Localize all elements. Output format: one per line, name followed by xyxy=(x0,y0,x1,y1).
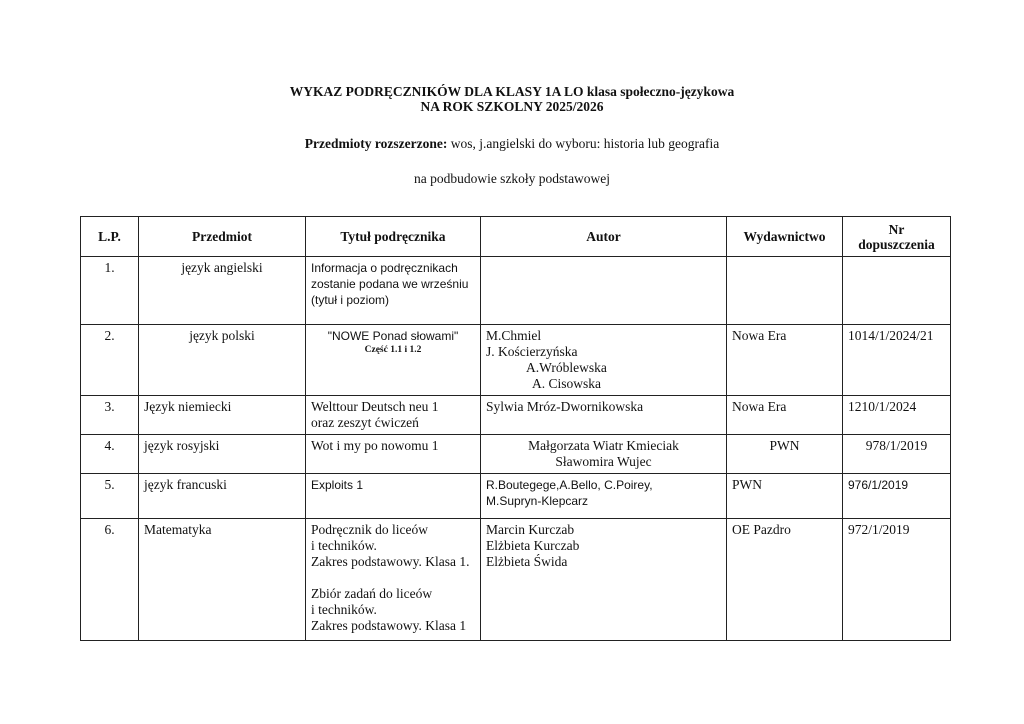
cell-subject: język francuski xyxy=(139,474,306,519)
cell-lp: 3. xyxy=(81,396,139,435)
cell-title xyxy=(306,519,481,641)
author-line: Elżbieta Kurczab xyxy=(486,538,580,553)
author-line: Sylwia Mróz-Dwornikowska xyxy=(486,399,644,414)
cell-title xyxy=(306,257,481,325)
table-row xyxy=(81,474,951,519)
table-row xyxy=(81,257,951,325)
cell-approval xyxy=(843,257,951,325)
cell-title xyxy=(306,325,481,396)
cell-lp: 4. xyxy=(81,435,139,474)
title-line: oraz zeszyt ćwiczeń xyxy=(311,415,419,430)
title-line: i techników. xyxy=(311,602,377,617)
title-line: Wot i my po nowomu 1 xyxy=(311,438,439,453)
table-row xyxy=(81,519,951,641)
basis-note: na podbudowie szkoły podstawowej xyxy=(413,171,611,186)
extended-subjects xyxy=(0,136,1024,152)
column-header-approval: Nr dopuszczenia xyxy=(843,217,951,257)
school-year: NA ROK SZKOLNY 2025/2026 xyxy=(420,99,604,114)
cell-lp: 2. xyxy=(81,325,139,396)
extended-subjects-label: Przedmioty rozszerzone: xyxy=(304,136,448,151)
author-line: Małgorzata Wiatr Kmieciak xyxy=(528,438,679,453)
cell-author xyxy=(481,474,727,519)
author-line: Marcin Kurczab xyxy=(486,522,575,537)
cell-title xyxy=(306,396,481,435)
title-line: Exploits 1 xyxy=(311,478,364,492)
author-line: M.Chmiel xyxy=(486,328,542,343)
column-header-author: Autor xyxy=(481,217,727,257)
table-row xyxy=(81,396,951,435)
cell-approval: 1014/1/2024/21 xyxy=(843,325,951,396)
cell-subject: język angielski xyxy=(139,257,306,325)
extended-subjects-value: wos, j.angielski do wyboru: historia lub geografia xyxy=(447,136,720,151)
title-line: (tytuł i poziom) xyxy=(311,293,390,307)
cell-lp: 1. xyxy=(81,257,139,325)
title-line: Zbiór zadań do liceów xyxy=(311,586,433,601)
title-line: Zakres podstawowy. Klasa 1 xyxy=(311,618,467,633)
cell-publisher: PWN xyxy=(727,435,843,474)
author-line: R.Boutegege,A.Bello, C.Poirey, xyxy=(486,478,653,492)
title-line: Zakres podstawowy. Klasa 1. xyxy=(311,554,470,569)
cell-lp: 5. xyxy=(81,474,139,519)
author-line: J. Kościerzyńska xyxy=(486,344,578,359)
cell-approval: 978/1/2019 xyxy=(843,435,951,474)
cell-publisher: PWN xyxy=(727,474,843,519)
cell-title xyxy=(306,474,481,519)
author-line: Elżbieta Świda xyxy=(486,554,568,569)
document-title: WYKAZ PODRĘCZNIKÓW DLA KLASY 1A LO klasa społeczno-językowa xyxy=(289,84,735,99)
title-line: i techników. xyxy=(311,538,377,553)
cell-publisher: Nowa Era xyxy=(727,396,843,435)
cell-subject: Matematyka xyxy=(139,519,306,641)
title-spacer xyxy=(311,570,475,586)
textbook-table xyxy=(80,216,951,641)
cell-publisher xyxy=(727,257,843,325)
title-line: zostanie podana we wrześniu xyxy=(311,277,469,291)
table-row xyxy=(81,325,951,396)
cell-publisher: Nowa Era xyxy=(727,325,843,396)
cell-author xyxy=(481,435,727,474)
cell-approval: 1210/1/2024 xyxy=(843,396,951,435)
title-subline: Część 1.1 i 1.2 xyxy=(364,345,422,355)
column-header-subject: Przedmiot xyxy=(139,217,306,257)
cell-lp: 6. xyxy=(81,519,139,641)
cell-approval: 976/1/2019 xyxy=(843,474,951,519)
table-header-row xyxy=(81,217,951,257)
title-line: Welttour Deutsch neu 1 xyxy=(311,399,439,414)
author-line: A.Wróblewska xyxy=(526,360,607,375)
author-line: Sławomira Wujec xyxy=(555,454,652,469)
cell-author xyxy=(481,257,727,325)
column-header-title: Tytuł podręcznika xyxy=(306,217,481,257)
title-line: Podręcznik do liceów xyxy=(311,522,428,537)
author-line: M.Supryn-Klepcarz xyxy=(486,494,589,508)
cell-author xyxy=(481,396,727,435)
author-line: A. Cisowska xyxy=(532,376,602,391)
column-header-lp: L.P. xyxy=(81,217,139,257)
table-row xyxy=(81,435,951,474)
title-line: Informacja o podręcznikach xyxy=(311,261,458,275)
cell-title xyxy=(306,435,481,474)
cell-publisher: OE Pazdro xyxy=(727,519,843,641)
cell-subject: język polski xyxy=(139,325,306,396)
cell-approval: 972/1/2019 xyxy=(843,519,951,641)
title-line: "NOWE Ponad słowami" xyxy=(327,329,459,343)
cell-subject: język rosyjski xyxy=(139,435,306,474)
cell-subject: Język niemiecki xyxy=(139,396,306,435)
column-header-publisher: Wydawnictwo xyxy=(727,217,843,257)
cell-author xyxy=(481,325,727,396)
cell-author xyxy=(481,519,727,641)
